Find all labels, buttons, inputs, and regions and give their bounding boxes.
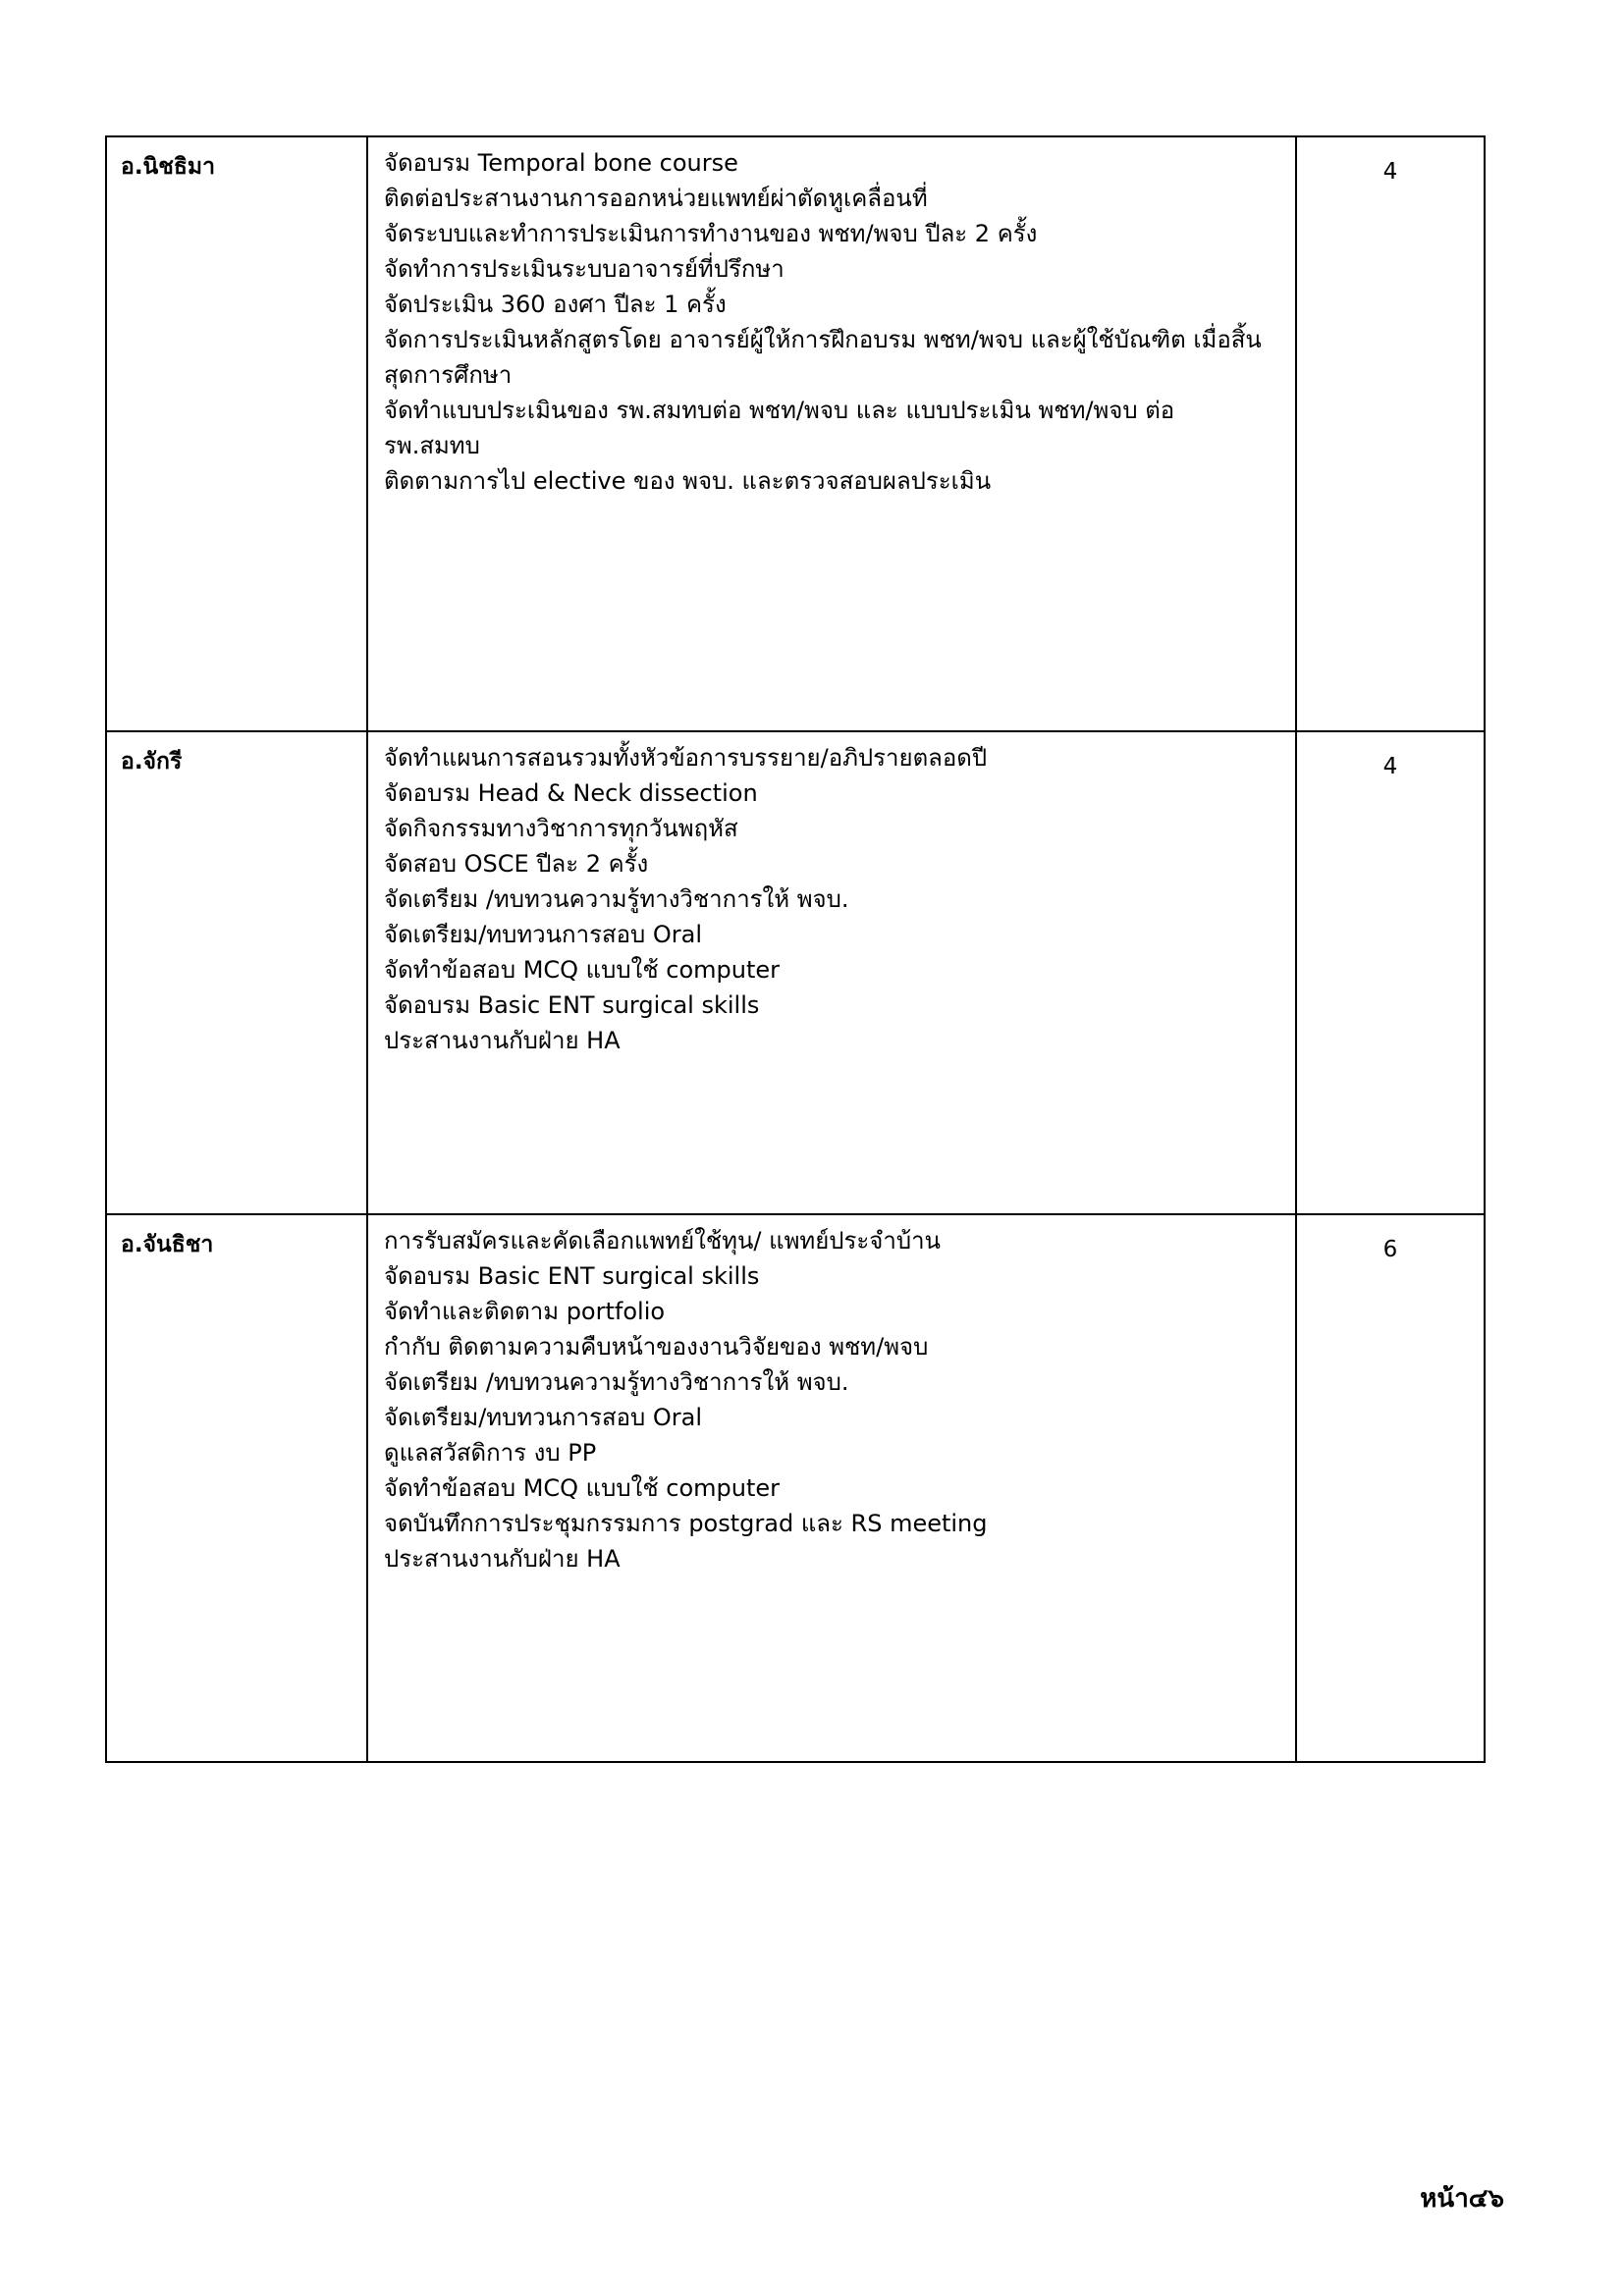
duty-item: จัดอบรม Basic ENT surgical skills: [384, 991, 760, 1019]
page-number: หน้า๔๖: [1420, 2184, 1504, 2214]
staff-name-cell: [106, 1214, 367, 1762]
duty-item: จัดการประเมินหลักสูตรโดย อาจารย์ผู้ให้การฝึกอบรม พชท/พจบ และผู้ใช้บัณฑิต เมื่อสิ้นสุดการศึกษา: [384, 326, 1262, 389]
staff-row: [106, 1214, 1485, 1762]
duty-list: [368, 1215, 1295, 1588]
duty-item: จัดอบรม Basic ENT surgical skills: [384, 1262, 760, 1290]
duty-table: [105, 135, 1486, 1763]
duty-item: จัดเตรียม /ทบทวนความรู้ทางวิชาการให้ พจบ.: [384, 1368, 849, 1396]
duty-item: กำกับ ติดตามความคืบหน้าของงานวิจัยของ พชท/พจบ: [384, 1333, 929, 1361]
duty-item: จัดทำแบบประเมินของ รพ.สมทบต่อ พชท/พจบ และ แบบประเมิน พชท/พจบ ต่อ รพ.สมทบ: [384, 397, 1175, 459]
duty-item: จัดประเมิน 360 องศา ปีละ 1 ครั้ง: [384, 291, 727, 318]
duty-item: จัดกิจกรรมทางวิชาการทุกวันพฤหัส: [384, 815, 738, 842]
duty-list: [368, 732, 1295, 1070]
staff-row: [106, 731, 1485, 1214]
duty-item: จัดระบบและทำการประเมินการทำงานของ พชท/พจบ ปีละ 2 ครั้ง: [384, 220, 1038, 247]
duty-count: 4: [1382, 159, 1398, 185]
count-cell: [1296, 1214, 1485, 1762]
duty-item: จัดทำการประเมินระบบอาจารย์ที่ปรึกษา: [384, 255, 785, 283]
duty-item: จัดเตรียม/ทบทวนการสอบ Oral: [384, 1404, 703, 1431]
staff-name: อ.จันธิชา: [121, 1232, 214, 1257]
duty-item: จดบันทึกการประชุมกรรมการ postgrad และ RS meeting: [384, 1510, 988, 1537]
duty-count: 4: [1382, 754, 1398, 779]
duty-item: จัดอบรม Temporal bone course: [384, 149, 738, 177]
duty-item: จัดเตรียม/ทบทวนการสอบ Oral: [384, 921, 703, 948]
duty-table-body: [106, 136, 1485, 1762]
duty-item: จัดทำข้อสอบ MCQ แบบใช้ computer: [384, 956, 780, 984]
duty-cell: [367, 731, 1296, 1214]
duty-item: ติดตามการไป elective ของ พจบ. และตรวจสอบผลประเมิน: [384, 467, 992, 495]
duty-item: จัดเตรียม /ทบทวนความรู้ทางวิชาการให้ พจบ.: [384, 885, 849, 913]
duty-count: 6: [1382, 1237, 1398, 1262]
count-cell: [1296, 731, 1485, 1214]
count-cell: [1296, 136, 1485, 731]
duty-item: ประสานงานกับฝ่าย HA: [384, 1545, 621, 1573]
duty-item: ติดต่อประสานงานการออกหน่วยแพทย์ผ่าตัดหูเคลื่อนที่: [384, 185, 928, 212]
duty-item: จัดทำแผนการสอนรวมทั้งหัวข้อการบรรยาย/อภิปรายตลอดปี: [384, 744, 988, 772]
duty-item: จัดทำและติดตาม portfolio: [384, 1298, 666, 1325]
duty-cell: [367, 1214, 1296, 1762]
duty-item: จัดอบรม Head & Neck dissection: [384, 779, 758, 807]
duty-list: [368, 137, 1295, 510]
duty-item: ดูแลสวัสดิการ งบ PP: [384, 1439, 597, 1467]
staff-name-cell: [106, 731, 367, 1214]
staff-name: อ.นิชธิมา: [121, 154, 215, 180]
duty-item: ประสานงานกับฝ่าย HA: [384, 1027, 621, 1054]
duty-item: การรับสมัครและคัดเลือกแพทย์ใช้ทุน/ แพทย์ประจำบ้าน: [384, 1227, 941, 1255]
staff-row: [106, 136, 1485, 731]
staff-name-cell: [106, 136, 367, 731]
staff-name: อ.จักรี: [121, 749, 183, 774]
duty-item: จัดทำข้อสอบ MCQ แบบใช้ computer: [384, 1474, 780, 1502]
duty-cell: [367, 136, 1296, 731]
duty-item: จัดสอบ OSCE ปีละ 2 ครั้ง: [384, 850, 649, 878]
